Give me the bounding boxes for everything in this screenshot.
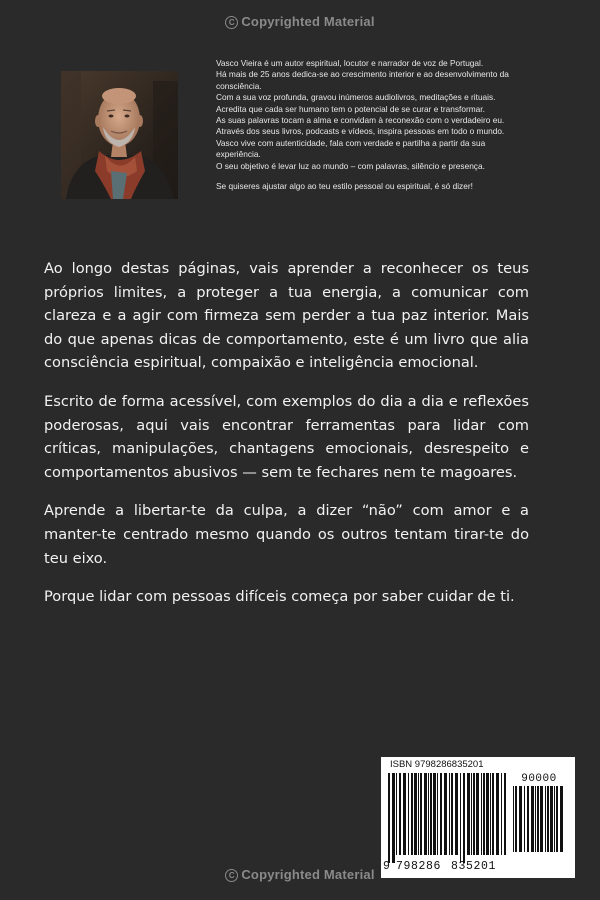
description-paragraph: Porque lidar com pessoas difíceis começa por saber cuidar de ti.: [44, 588, 515, 606]
barcode-bar: [440, 773, 442, 855]
barcode-bar: [524, 786, 525, 852]
bio-line: Acredita que cada ser humano tem o potencial de se curar e transformar.: [216, 103, 485, 114]
barcode-bar: [414, 773, 417, 855]
isbn-barcode: [381, 757, 575, 878]
barcode-digits-right: 835201: [451, 860, 497, 873]
barcode-bar: [399, 773, 401, 855]
barcode-bar: [531, 786, 534, 852]
copyright-watermark-bottom: C Copyrighted Material: [0, 867, 600, 882]
bio-line: As suas palavras tocam a alma e convidam à reconexão com o verdadeiro eu.: [216, 115, 505, 126]
barcode-bar: [501, 773, 502, 855]
copyright-watermark-top: C Copyrighted Material: [0, 14, 600, 29]
bio-line: O seu objetivo é levar luz ao mundo – com palavras, silêncio e presença.: [216, 160, 485, 171]
barcode-bar: [433, 773, 436, 855]
barcode-bar: [420, 773, 422, 855]
barcode-bar: [513, 786, 514, 852]
description-paragraph: Escrito de forma acessível, com exemplos do dia a dia e reflexões poderosas, aqui vais encontrar ferramentas para lidar com críticas, manipulações, chantagens emocionais, desrespeito e comportamentos abusivos — sem te fechares nem te magoares.: [44, 392, 529, 481]
barcode-bar: [463, 773, 465, 863]
barcode-bar: [437, 773, 438, 855]
barcode-bar: [547, 786, 549, 852]
barcode-bar: [392, 773, 395, 863]
barcode-bar: [424, 773, 427, 855]
bio-line: Através dos seus livros, podcasts e vídeos, inspira pessoas em todo o mundo.: [216, 126, 505, 137]
bio-line: Vasco Vieira é um autor espiritual, locutor e narrador de voz de Portugal.: [216, 58, 484, 68]
barcode-bar: [418, 773, 419, 855]
barcode-bar: [490, 773, 491, 855]
barcode-bar: [473, 773, 475, 855]
bio-line: Com a sua voz profunda, gravou inúmeros audiolivros, meditações e rituais.: [216, 92, 496, 103]
barcode-bar: [476, 773, 479, 855]
barcode-bar: [519, 786, 522, 852]
barcode-bar: [556, 786, 558, 852]
barcode-addon-number: 90000: [521, 773, 557, 785]
isbn-label: ISBN 9798286835201: [390, 759, 484, 770]
author-photo: [61, 71, 178, 199]
barcode-bar: [483, 773, 485, 855]
bio-line: Vasco vive com autenticidade, fala com verdade e partilha a partir da sua: [216, 137, 486, 148]
ean13-bars: [388, 773, 508, 863]
barcode-bar: [504, 773, 506, 855]
copyright-icon: C: [225, 16, 238, 29]
description-paragraph: Aprende a libertar-te da culpa, a dizer “não” com amor e a manter-te centrado mesmo quando os outros tentam tirar-te do teu eixo.: [44, 502, 529, 567]
barcode-bar: [496, 773, 499, 855]
barcode-bar: [449, 773, 450, 855]
bio-line: Há mais de 25 anos dedica-se ao crescimento interior e ao desenvolvimento da: [216, 69, 509, 80]
book-description: [44, 257, 529, 624]
barcode-bar: [388, 773, 390, 863]
addon-bars: [513, 786, 565, 860]
description-paragraph: Ao longo destas páginas, vais aprender a reconhecer os teus próprios limites, a proteger a tua energia, a comunicar com clareza e a agir com firmeza sem perder a tua paz interior. Mais do que apenas dicas de comportamento, este é um livro que alia consciência espiritual, compaixão e inteligência emocional.: [44, 260, 529, 372]
barcode-bar: [535, 786, 536, 852]
barcode-bar: [460, 773, 461, 863]
barcode-bar: [537, 786, 539, 852]
barcode-bar: [554, 786, 555, 852]
barcode-bar: [430, 773, 432, 855]
copyright-icon: C: [225, 869, 238, 882]
barcode-bar: [467, 773, 470, 855]
barcode-bar: [411, 773, 413, 855]
bio-closing-note: Se quiseres ajustar algo ao teu estilo pessoal ou espiritual, é só dizer!: [216, 181, 473, 192]
barcode-bar: [451, 773, 453, 855]
barcode-bar: [486, 773, 489, 855]
barcode-bar: [455, 773, 458, 855]
bio-line: experiência.: [216, 149, 261, 160]
barcode-bar: [550, 786, 553, 852]
barcode-bar: [492, 773, 494, 855]
bio-line: consciência.: [216, 80, 262, 91]
barcode-digits-left: 798286: [396, 860, 442, 873]
barcode-bar: [527, 786, 529, 852]
barcode-bar: [481, 773, 482, 855]
barcode-bar: [444, 773, 447, 855]
barcode-bar: [428, 773, 429, 855]
barcode-bar: [560, 786, 563, 852]
barcode-bar: [545, 786, 546, 852]
barcode-bar: [471, 773, 472, 855]
barcode-bar: [408, 773, 409, 855]
barcode-bar: [403, 773, 406, 855]
barcode-digit-first: 9: [383, 860, 390, 873]
barcode-bar: [515, 786, 517, 852]
barcode-bar: [396, 773, 397, 855]
barcode-bar: [540, 786, 543, 852]
author-bio: [216, 58, 556, 192]
